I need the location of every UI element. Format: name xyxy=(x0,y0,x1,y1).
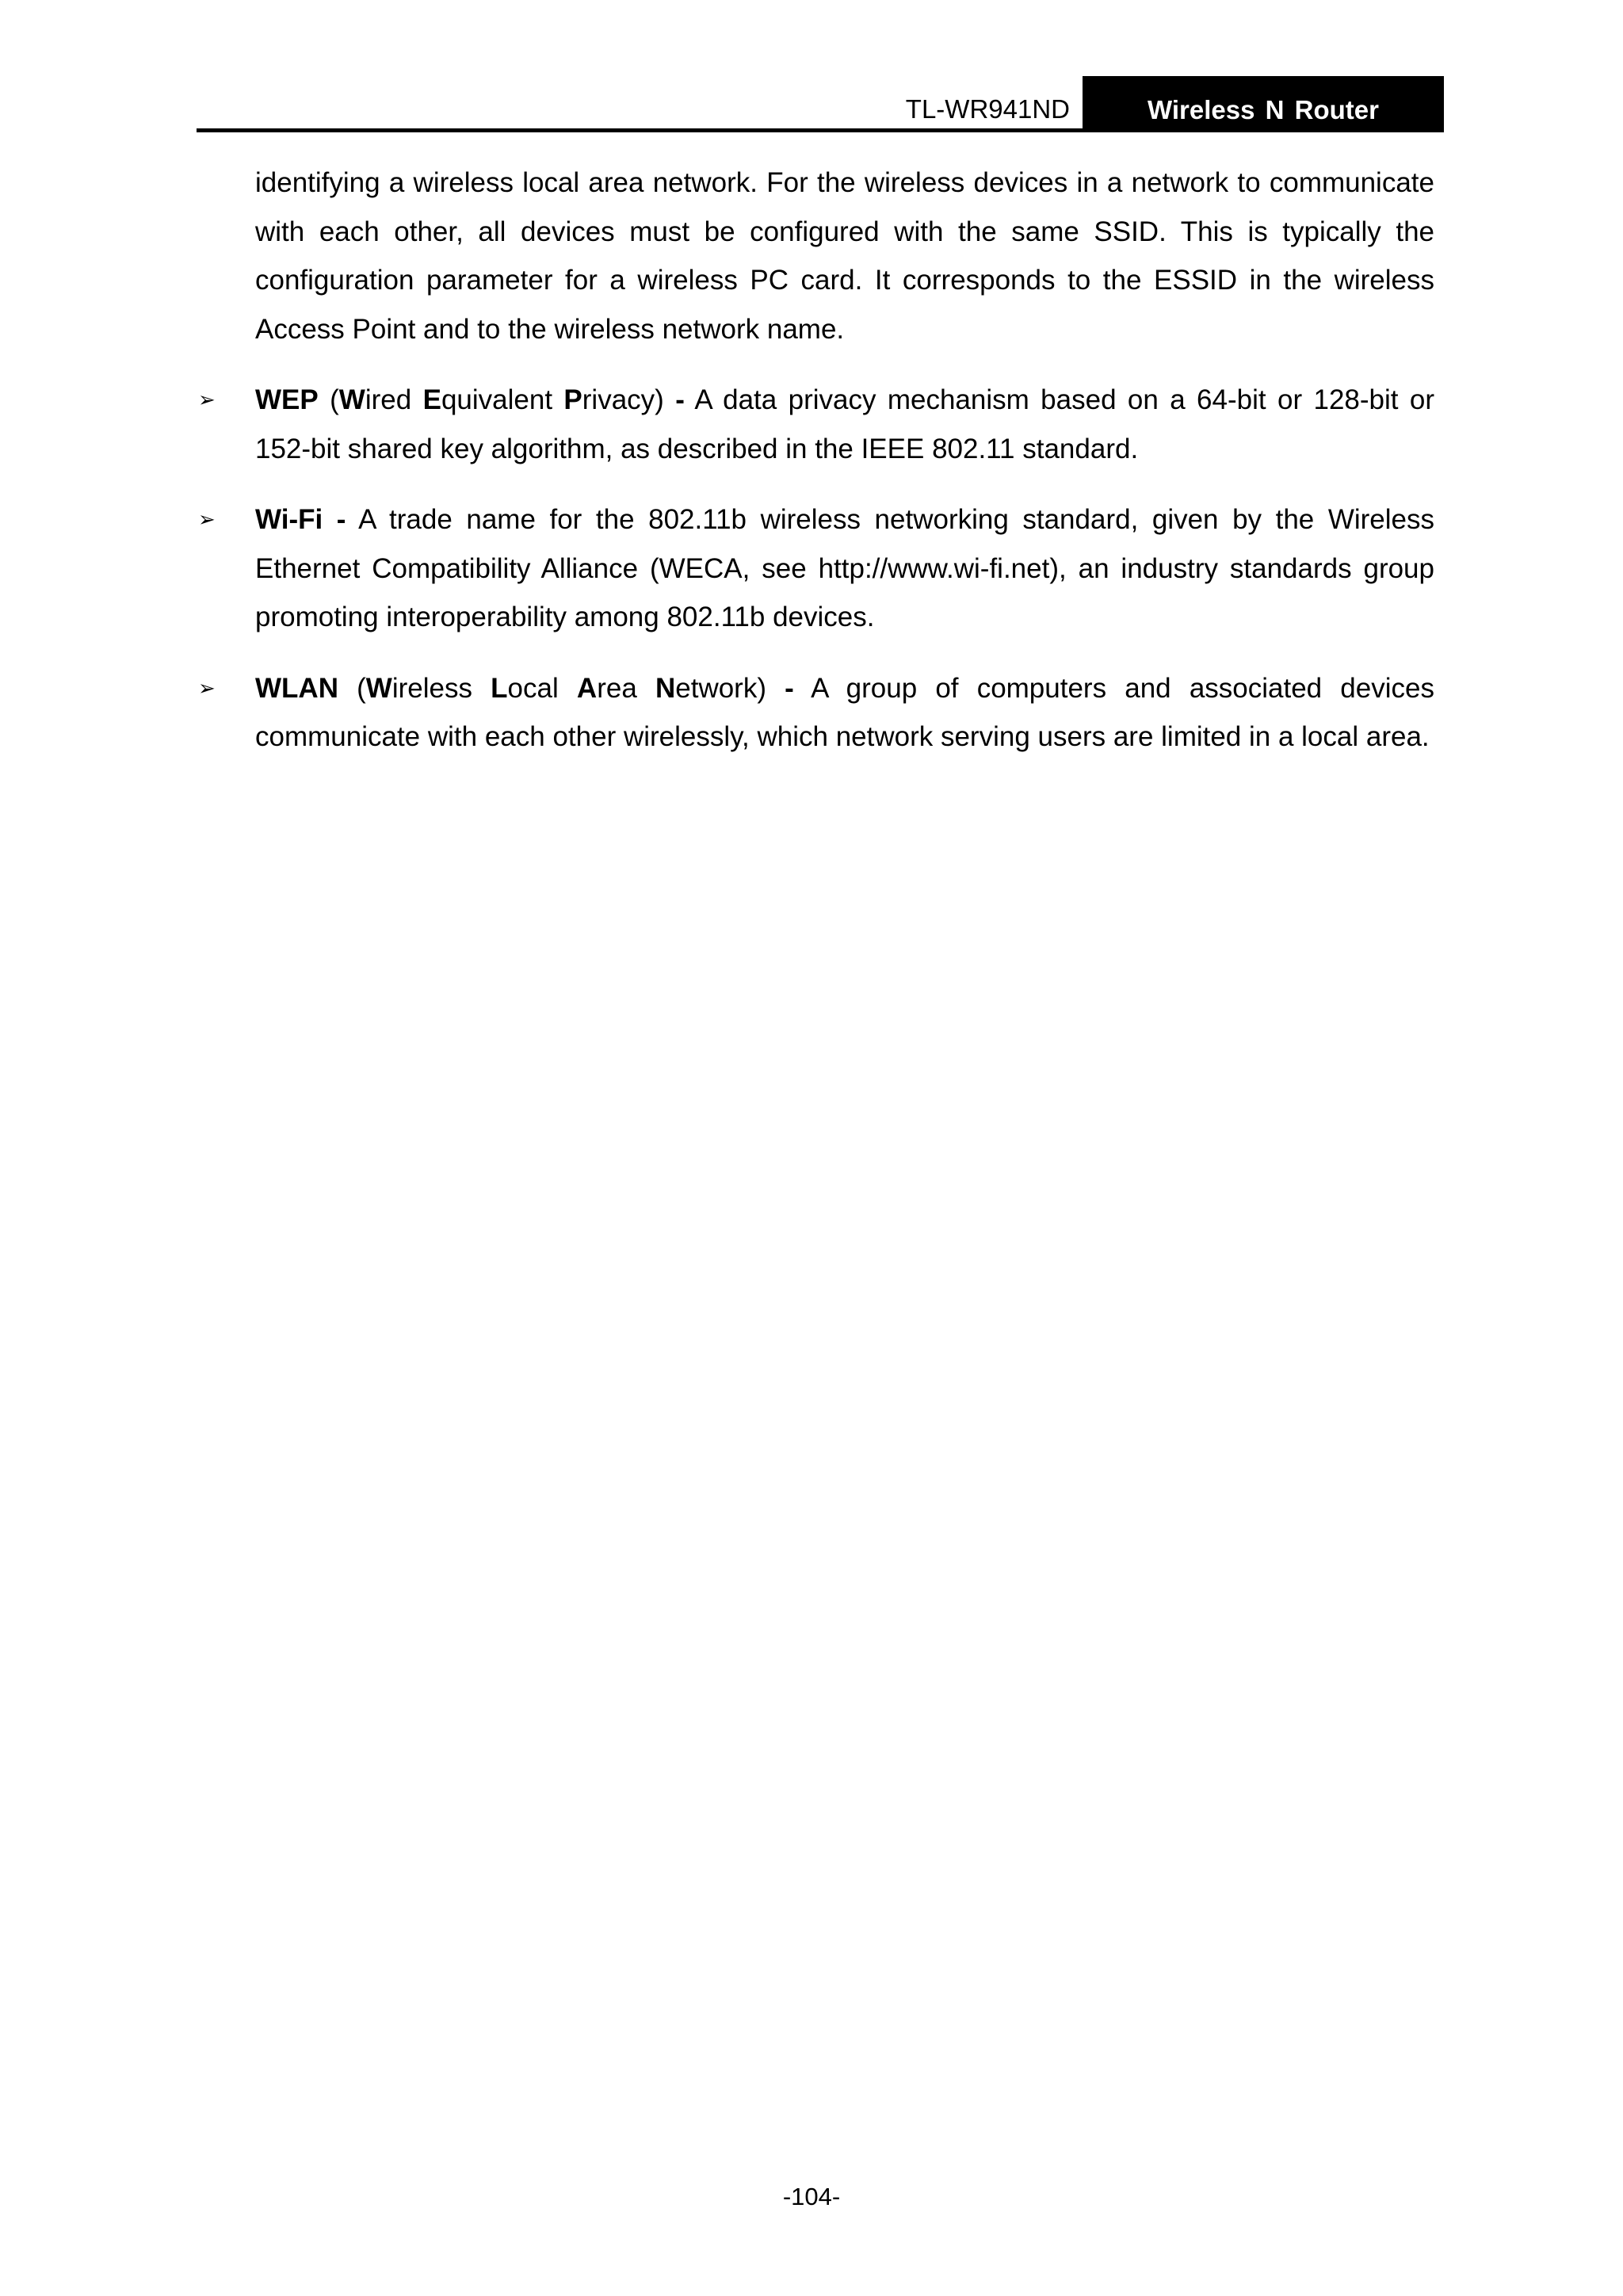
term-text: quivalent xyxy=(441,384,564,415)
term-emphasis: L xyxy=(491,672,508,704)
term-emphasis: W xyxy=(365,672,392,704)
term-emphasis: A xyxy=(576,672,598,704)
term-text: ( xyxy=(338,672,366,704)
term-text: ( xyxy=(318,384,339,415)
term-emphasis: Wi-Fi - xyxy=(255,504,346,535)
term-emphasis: WEP xyxy=(255,384,319,415)
term-emphasis: - xyxy=(675,384,685,415)
product-name: Wireless N Router xyxy=(1148,95,1379,124)
glossary-item-wep xyxy=(198,376,1435,473)
term-text: ired xyxy=(365,384,423,415)
header-rule xyxy=(197,128,1444,132)
glossary-item-wlan xyxy=(198,664,1434,762)
term-emphasis: E xyxy=(422,384,441,415)
term-text: A data privacy mechanism based on a 64-bit or 128-bit or 152-bit shared key algorithm, as described in the IEEE 802.11 standard. xyxy=(255,384,1435,464)
glossary-item-text xyxy=(255,673,1434,753)
term-emphasis: W xyxy=(338,384,365,415)
glossary-item-text xyxy=(255,384,1434,464)
glossary-content xyxy=(198,159,1435,784)
model-name: TL-WR941ND xyxy=(905,94,1070,124)
term-emphasis: - xyxy=(785,672,794,704)
term-text: ocal xyxy=(507,672,577,704)
product-name-banner xyxy=(1083,76,1444,130)
term-text: A group of computers and associated devices communicate with each other wirelessly, which network serving users are limited in a local area. xyxy=(255,672,1434,752)
arrowhead-bullet-icon: ➢ xyxy=(198,675,216,700)
term-text: A trade name for the 802.11b wireless networking standard, given by the Wireless Ethernet Compatibility Alliance (WECA, see http://www.wi-fi.net), an industry standards group promoting interoperability among 802.11b devices. xyxy=(255,504,1434,632)
term-text: etwork) xyxy=(675,672,785,704)
arrowhead-bullet-icon: ➢ xyxy=(198,507,216,531)
term-text: ireless xyxy=(391,672,491,704)
glossary-item-wi-fi xyxy=(198,495,1434,642)
term-emphasis: P xyxy=(563,384,582,415)
term-emphasis: N xyxy=(655,672,676,704)
term-emphasis: WLAN xyxy=(255,672,338,704)
arrowhead-bullet-icon: ➢ xyxy=(198,388,216,411)
page-number: -104- xyxy=(782,2183,841,2210)
intro-paragraph: identifying a wireless local area network. For the wireless devices in a network to communicate with each other, all devices must be configured with the same SSID. This is typically the configuration parameter for a wireless PC card. It corresponds to the ESSID in the wireless Access Point and to the wireless network name. xyxy=(255,167,1434,345)
glossary-item-text xyxy=(255,504,1434,632)
term-text: rivacy) xyxy=(582,384,676,415)
page-header xyxy=(197,76,1444,130)
term-text: rea xyxy=(597,672,655,704)
